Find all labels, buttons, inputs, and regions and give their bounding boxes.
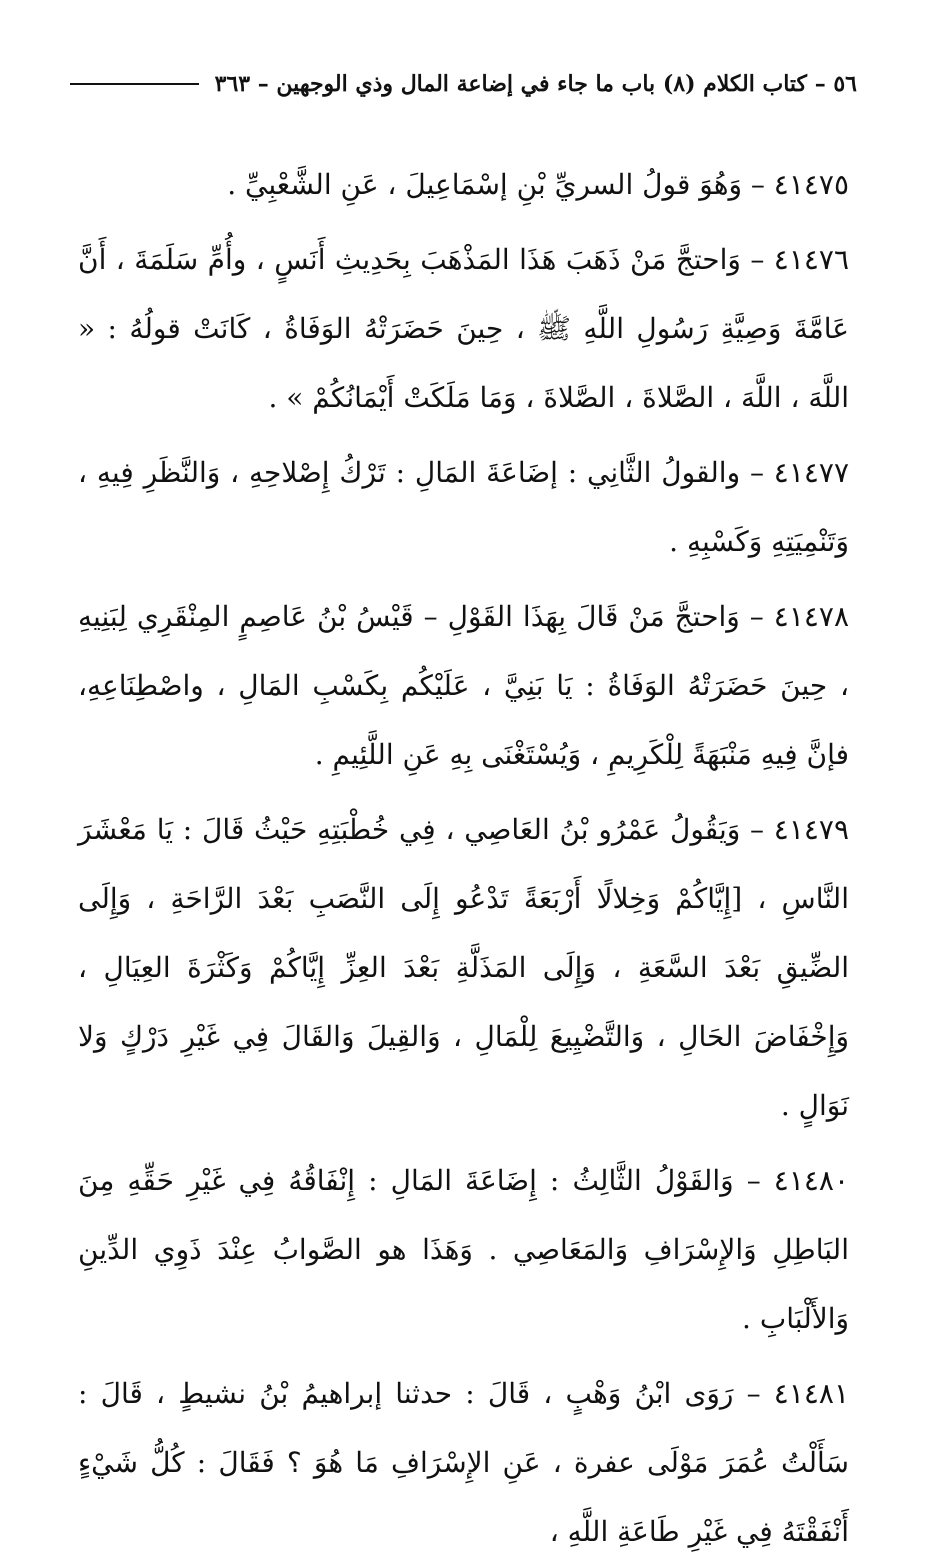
running-header-text: ٥٦ – كتاب الكلام (٨) باب ما جاء في إضاعة المال وذي الوجهين – ٣٦٣ bbox=[214, 71, 857, 97]
paragraph-41481: ٤١٤٨١ – رَوَى ابْنُ وَهْبٍ ، قَالَ : حدثنا إبراهيمُ بْنُ نشيطٍ ، قَالَ : سَأَلْتُ عُمَرَ مَوْلَى عفرة ، عَنِ الإِسْرَافِ مَا هُوَ ؟ فَقَالَ : كُلُّ شَيْءٍ أَنْفَقْتَهُ فِي غَيْرِ طَاعَةِ اللَّهِ ، bbox=[78, 1377, 849, 1548]
running-header bbox=[70, 66, 857, 102]
page-body bbox=[78, 150, 849, 1548]
paragraph-41480: ٤١٤٨٠ – وَالقَوْلُ الثَّالِثُ : إِضَاعَةَ المَالِ : إِنْفَاقُهُ فِي غَيْرِ حَقِّهِ مِنَ البَاطِلِ وَالإِسْرَافِ وَالمَعَاصِي . وَهَذَا هو الصَّوابُ عِنْدَ ذَوِي الدِّينِ وَالأَلْبَابِ . bbox=[78, 1164, 849, 1335]
paragraph-41479: ٤١٤٧٩ – وَيَقُولُ عَمْرُو بْنُ العَاصِي ، فِي خُطْبَتِهِ حَيْثُ قَالَ : يَا مَعْشَرَ النَّاسِ ، [إِيَّاكُمْ وَخِلالًا أَرْبَعَةً تَدْعُو إِلَى النَّصَبِ بَعْدَ الرَّاحَةِ ، وَإِلَى الضِّيقِ بَعْدَ السَّعَةِ ، وَإِلَى المَذَلَّةِ بَعْدَ العِزِّ إِيَّاكُمْ وَكَثْرَةَ العِيَالِ ، وَإِخْفَاضَ الحَالِ ، وَالتَّضْيِيعَ لِلْمَالِ ، وَالقِيلَ وَالقَالَ فِي غَيْرِ دَرْكٍ وَلا نَوَالٍ . bbox=[78, 813, 849, 1122]
paragraph-41476: ٤١٤٧٦ – وَاحتجَّ مَنْ ذَهَبَ هَذَا المَذْهَبَ بِحَدِيثِ أَنَسٍ ، وأُمِّ سَلَمَةَ ، أَنَّ عَامَّةَ وَصِيَّةِ رَسُولِ اللَّهِ ﷺ ، حِينَ حَضَرَتْهُ الوَفَاةُ ، كَانَتْ قولُهُ : « اللَّهَ ، اللَّهَ ، الصَّلاةَ ، الصَّلاةَ ، وَمَا مَلَكَتْ أَيْمَانُكُمْ » . bbox=[78, 243, 849, 414]
paragraph-41477: ٤١٤٧٧ – والقولُ الثَّانِي : إضَاعَةَ المَالِ : تَرْكُ إِصْلاحِهِ ، وَالنَّظَرِ فِيهِ ، وَتَنْمِيَتِهِ وَكَسْبِهِ . bbox=[78, 456, 849, 558]
header-rule bbox=[70, 83, 199, 85]
paragraph-41478: ٤١٤٧٨ – وَاحتجَّ مَنْ قَالَ بِهَذَا القَوْلِ – قَيْسُ بْنُ عَاصِمٍ المِنْقَرِي لِبَنِيهِ ، حِينَ حَضَرَتْهُ الوَفَاةُ : يَا بَنِيَّ ، عَلَيْكُم بِكَسْبِ المَالِ ، واصْطِنَاعِهِ، فإنَّ فِيهِ مَنْبَهَةً لِلْكَرِيمِ ، وَيُسْتَغْنَى بِهِ عَنِ اللَّئِيمِ . bbox=[78, 600, 849, 771]
paragraph-41475: ٤١٤٧٥ – وَهُوَ قولُ السريِّ بْنِ إسْمَاعِيلَ ، عَنِ الشَّعْبِيِّ . bbox=[227, 168, 849, 201]
